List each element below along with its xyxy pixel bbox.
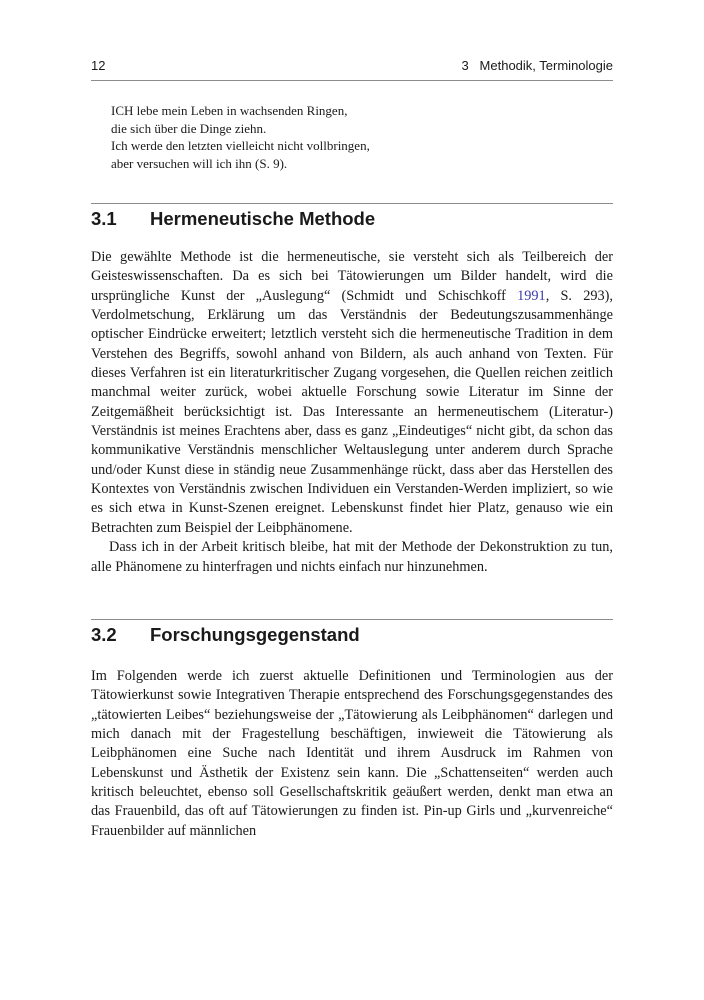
paragraph: Dass ich in der Arbeit kritisch bleibe, hat mit der Methode der Dekonstruktion zu tun, alle Phänomene zu hinterfragen und nichts einfach nur hinzunehmen. <box>91 539 613 575</box>
header-rule <box>91 80 613 81</box>
paragraph-text: Die gewählte Methode ist die hermeneutische, sie versteht sich als Teilbereich der Geisteswissenschaften. Da es sich bei Tätowierungen um Bilder handelt, wird die ursprüngliche Kunst der „Auslegung“ (Schmidt und Schischkoff <box>91 249 613 304</box>
poem-line: aber versuchen will ich ihn (S. 9). <box>111 155 288 171</box>
section-heading <box>91 624 613 650</box>
section-title: Hermeneutische Methode <box>150 208 376 229</box>
paragraph-text: , S. 293), Verdolmetschung, Erklärung um das Verständnis der Bedeutungszusammenhänge optischer Eindrücke erweitert; letztlich versteht sich die hermeneutische Tradition in dem Verstehen des Begriffs, sowohl anhand von Bildern, als auch anhand von Texten. Für dieses Verfahren ist ein literaturkritischer Zugang vorgesehen, die Quellen reichen zeitlich manchmal weiter zurück, wobei aktuelle Forschung sowie Literatur im Sinne der Zeitgemäßheit berücksichtigt ist. Das Interessante an hermeneutischem (Literatur-) Verständnis ist meines Erachtens aber, dass es ganz „Eindeutiges“ nicht gibt, da schon das kommunikative Verständnis menschlicher Weltauslegung unter anderem durch Sprache und/oder Kunst diese in ständig neue Zusammenhänge rückt, dass aber das Herstellen des Kontextes von Verständnis zwischen Individuen ein Verstanden-Werden impliziert, so wie es sich etwa in Kunst-Szenen ereignet. Lebenskunst findet hier Platz, genauso wie ein Betrachten zum Beispiel der Leibphänomene. <box>91 287 614 536</box>
section-body <box>91 667 613 841</box>
poem-line: Ich werde den letzten vielleicht nicht vollbringen, <box>111 138 370 153</box>
page-number: 12 <box>91 58 106 73</box>
paragraph <box>91 248 613 538</box>
section-title: Forschungsgegenstand <box>150 624 360 645</box>
section-body <box>91 248 613 577</box>
epigraph-poem <box>111 102 531 172</box>
citation-link[interactable]: 1991 <box>517 287 546 304</box>
section-number: 3.1 <box>91 208 117 229</box>
poem-line: die sich über die Dinge ziehn. <box>111 120 267 136</box>
poem-line: ICH lebe mein Leben in wachsenden Ringen, <box>111 103 348 118</box>
section-rule <box>91 203 613 204</box>
page-header <box>91 58 613 80</box>
running-title: 3 Methodik, Terminologie <box>461 58 613 73</box>
section-heading <box>91 208 613 234</box>
section-rule <box>91 619 613 620</box>
section-number: 3.2 <box>91 624 117 645</box>
paragraph: Im Folgenden werde ich zuerst aktuelle Definitionen und Terminologien aus der Tätowierkunst sowie Integrativen Therapie entsprechend des Forschungsgegenstandes des „tätowierten Leibes“ beziehungsweise der „Tätowierung als Leibphänomen“ darlegen und mich danach mit der Fragestellung beschäftigen, inwieweit die Tätowierung als Leibphänomen eine Suche nach Identität und ihrem Ausdruck im Rahmen von Lebenskunst und Ästhetik der Existenz sein kann. Die „Schattenseiten“ werden auch kritisch beleuchtet, ebenso soll Gesellschaftskritik geäußert werden, denkt man etwa an das Frauenbild, das oft auf Tätowierungen zu finden ist. Pin-up Girls und „kurvenreiche“ Frauenbilder auf männlichen <box>91 668 613 839</box>
